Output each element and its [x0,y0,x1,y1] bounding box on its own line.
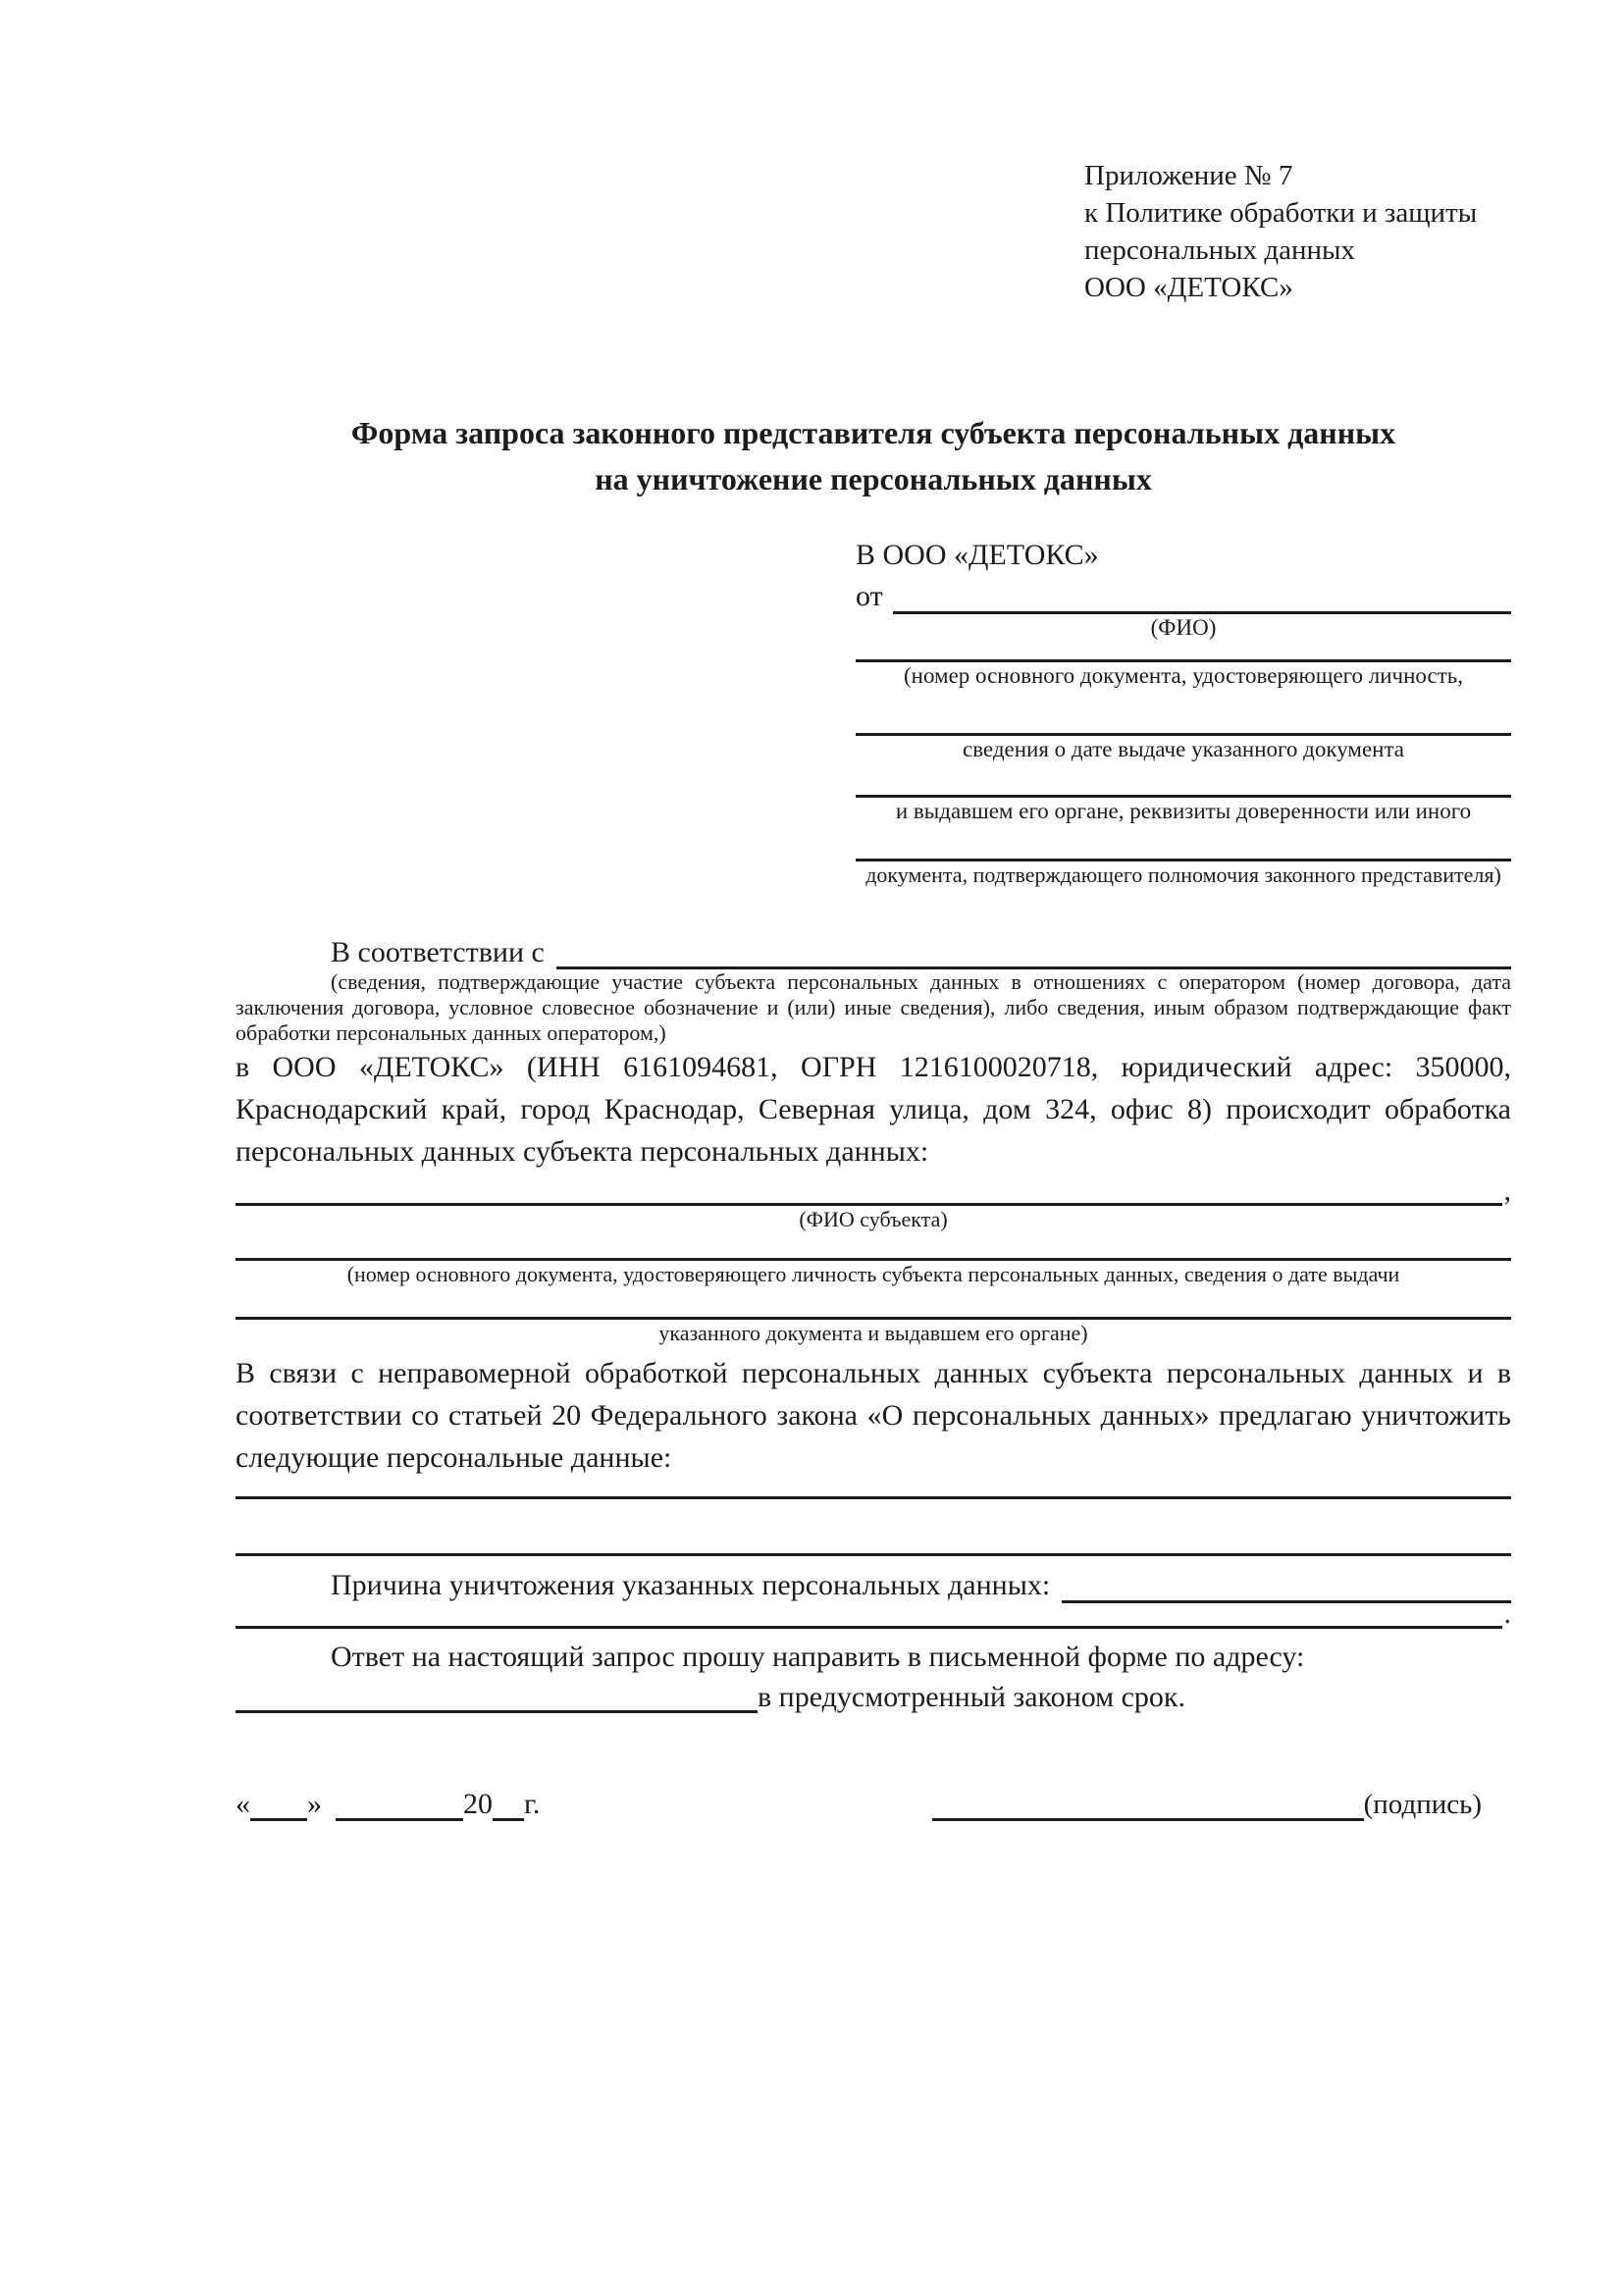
date-month-blank [336,1788,463,1821]
recipient-block [856,536,1511,889]
from-fio-blank-line [893,579,1511,614]
date-field [236,1788,540,1821]
subject-fio-blank-line [236,1173,1502,1206]
subject-fio-row [236,1173,1511,1206]
reply-address-blank-line [236,1678,758,1713]
recipient-to: В ООО «ДЕТОКС» [856,539,1099,571]
date-quote-open: « [236,1788,250,1820]
accordance-row [236,932,1511,969]
representative-doc-caption-3: и выдавшем его органе, реквизиты доверенности или иного [895,799,1472,823]
date-day-blank [250,1788,307,1821]
from-label: от [856,580,883,612]
subject-fio-caption: (ФИО субъекта) [799,1207,948,1231]
reason-blank-line [1062,1568,1511,1603]
accordance-lead: В соответствии с [331,936,545,968]
reason-lead: Причина уничтожения указанных персональных данных: [331,1569,1051,1601]
date-year-blank [493,1788,524,1821]
page-title-line-1: Форма запроса законного представителя субъекта персональных данных [350,415,1396,450]
subject-doc-caption-1: (номер основного документа, удостоверяющего личность субъекта персональных данных, сведения о дате выдачи [346,1262,1400,1286]
operator-paragraph: в ООО «ДЕТОКС» (ИНН 6161094681, ОГРН 1216100020718, юридический адрес: 350000, Краснодарский край, город Краснодар, Северная улица, дом 324, офис 8) происходит обработка персональных данных субъекта персональных данных: [236,1051,1511,1168]
data-list-blank-line [236,1553,1511,1556]
reply-paragraph: Ответ на настоящий запрос прошу направить в письменной форме по адресу: [331,1641,1305,1673]
signature-blank-line [932,1788,1364,1821]
footer-row [236,1782,1511,1821]
reason-row [236,1562,1511,1603]
representative-doc-caption-2: сведения о дате выдаче указанного документа [962,737,1405,761]
date-year-suffix: г. [524,1788,541,1820]
reply-address-row [236,1678,1511,1713]
appendix-line: ООО «ДЕТОКС» [1084,272,1293,303]
date-quote-close: » [307,1788,322,1820]
accordance-note: (сведения, подтверждающие участие субъекта персональных данных в отношениях с оператором (номер договора, дата заключения договора, условное словесное обозначение и (или) иные сведения), либо сведения, иным образом подтверждающие факт обработки персональных данных оператором,) [236,969,1511,1045]
trailing-comma: , [1503,1174,1511,1207]
appendix-block [1084,157,1477,306]
page-title-line-2: на уничтожение персональных данных [595,461,1152,496]
date-year-prefix: 20 [463,1788,493,1820]
trailing-period: . [1503,1597,1511,1630]
data-list-blank-line [236,1496,1511,1499]
from-row [856,575,1511,614]
reply-tail: в предусмотренный законом срок. [758,1681,1185,1713]
reason-continuation-blank-line [236,1603,1502,1629]
signature-caption: (подпись) [1363,1789,1482,1820]
appendix-line: к Политике обработки и защиты [1084,197,1478,229]
page-title [236,410,1511,502]
reason-continuation-row [236,1597,1511,1630]
fio-caption: (ФИО) [1150,615,1217,640]
signature-field [932,1788,1482,1821]
representative-doc-caption-4: документа, подтверждающего полномочия законного представителя) [865,862,1501,887]
appendix-line: Приложение № 7 [1084,160,1293,191]
representative-doc-caption-1: (номер основного документа, удостоверяющего личность, [903,663,1463,688]
subject-doc-caption-2: указанного документа и выдавшем его органе) [658,1321,1088,1345]
demand-paragraph: В связи с неправомерной обработкой персональных данных субъекта персональных данных и в соответствии со статьей 20 Федерального закона «О персональных данных» предлагаю уничтожить следующие персональные данные: [236,1357,1511,1474]
document-body [236,932,1511,1821]
accordance-blank-line [556,936,1511,969]
appendix-line: персональных данных [1084,235,1356,266]
